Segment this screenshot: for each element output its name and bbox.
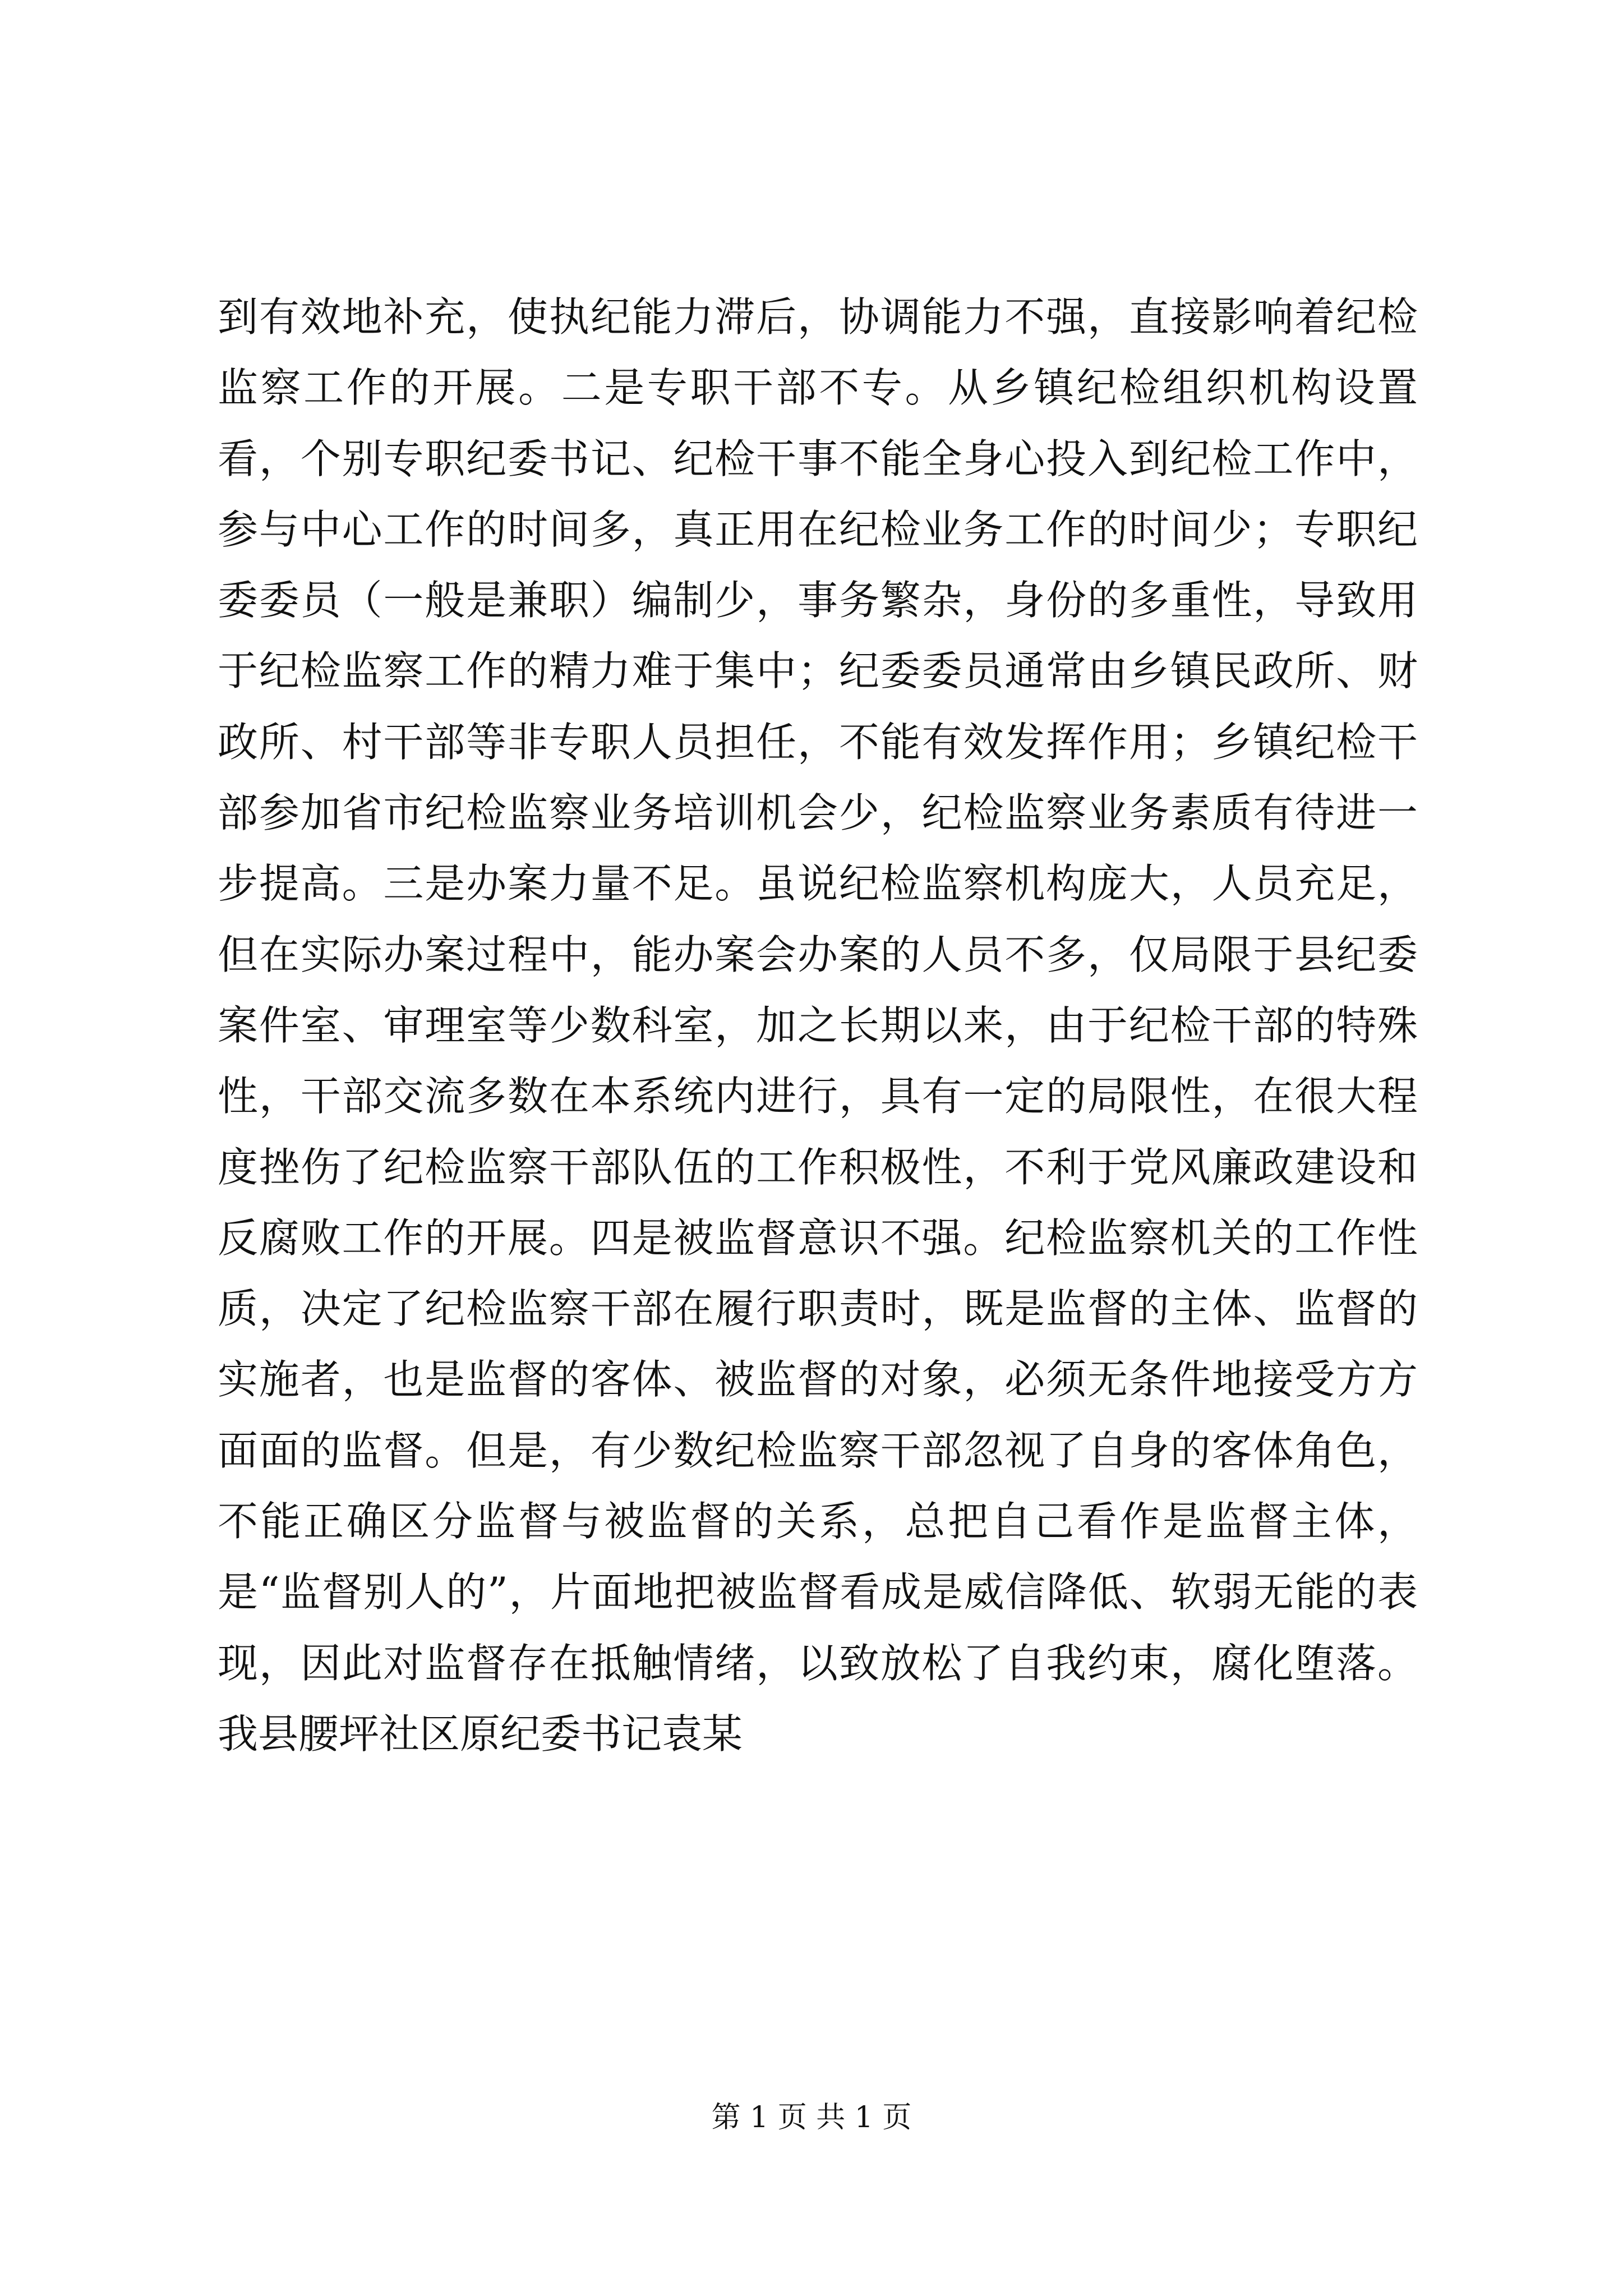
body-paragraph: 到有效地补充，使执纪能力滞后，协调能力不强，直接影响着纪检监察工作的开展。二是专职干部不专。从乡镇纪检组织机构设置看，个别专职纪委书记、纪检干事不能全身心投入到纪检工作中，参与中心工作的时间多，真正用在纪检业务工作的时间少；专职纪委委员（一般是兼职）编制少，事务繁杂，身份的多重性，导致用于纪检监察工作的精力难于集中；纪委委员通常由乡镇民政所、财政所、村干部等非专职人员担任，不能有效发挥作用；乡镇纪检干部参加省市纪检监察业务培训机会少，纪检监察业务素质有待进一步提高。三是办案力量不足。虽说纪检监察机构庞大，人员充足，但在实际办案过程中，能办案会办案的人员不多，仅局限于县纪委案件室、审理室等少数科室，加之长期以来，由于纪检干部的特殊性，干部交流多数在本系统内进行，具有一定的局限性，在很大程度挫伤了纪检监察干部队伍的工作积极性，不利于党风廉政建设和反腐败工作的开展。四是被监督意识不强。纪检监察机关的工作性质，决定了纪检监察干部在履行职责时，既是监督的主体、监督的实施者，也是监督的客体、被监督的对象，必须无条件地接受方方面面的监督。但是，有少数纪检监察干部忽视了自身的客体角色，不能正确区分监督与被监督的关系，总把自己看作是监督主体，是“监督别人的”，片面地把被监督看成是威信降低、软弱无能的表现，因此对监督存在抵触情绪，以致放松了自我约束，腐化堕落。我县腰坪社区原纪委书记袁某 — [218, 293, 1418, 1757]
page-footer: 第 1 页 共 1 页 — [711, 2101, 912, 2134]
